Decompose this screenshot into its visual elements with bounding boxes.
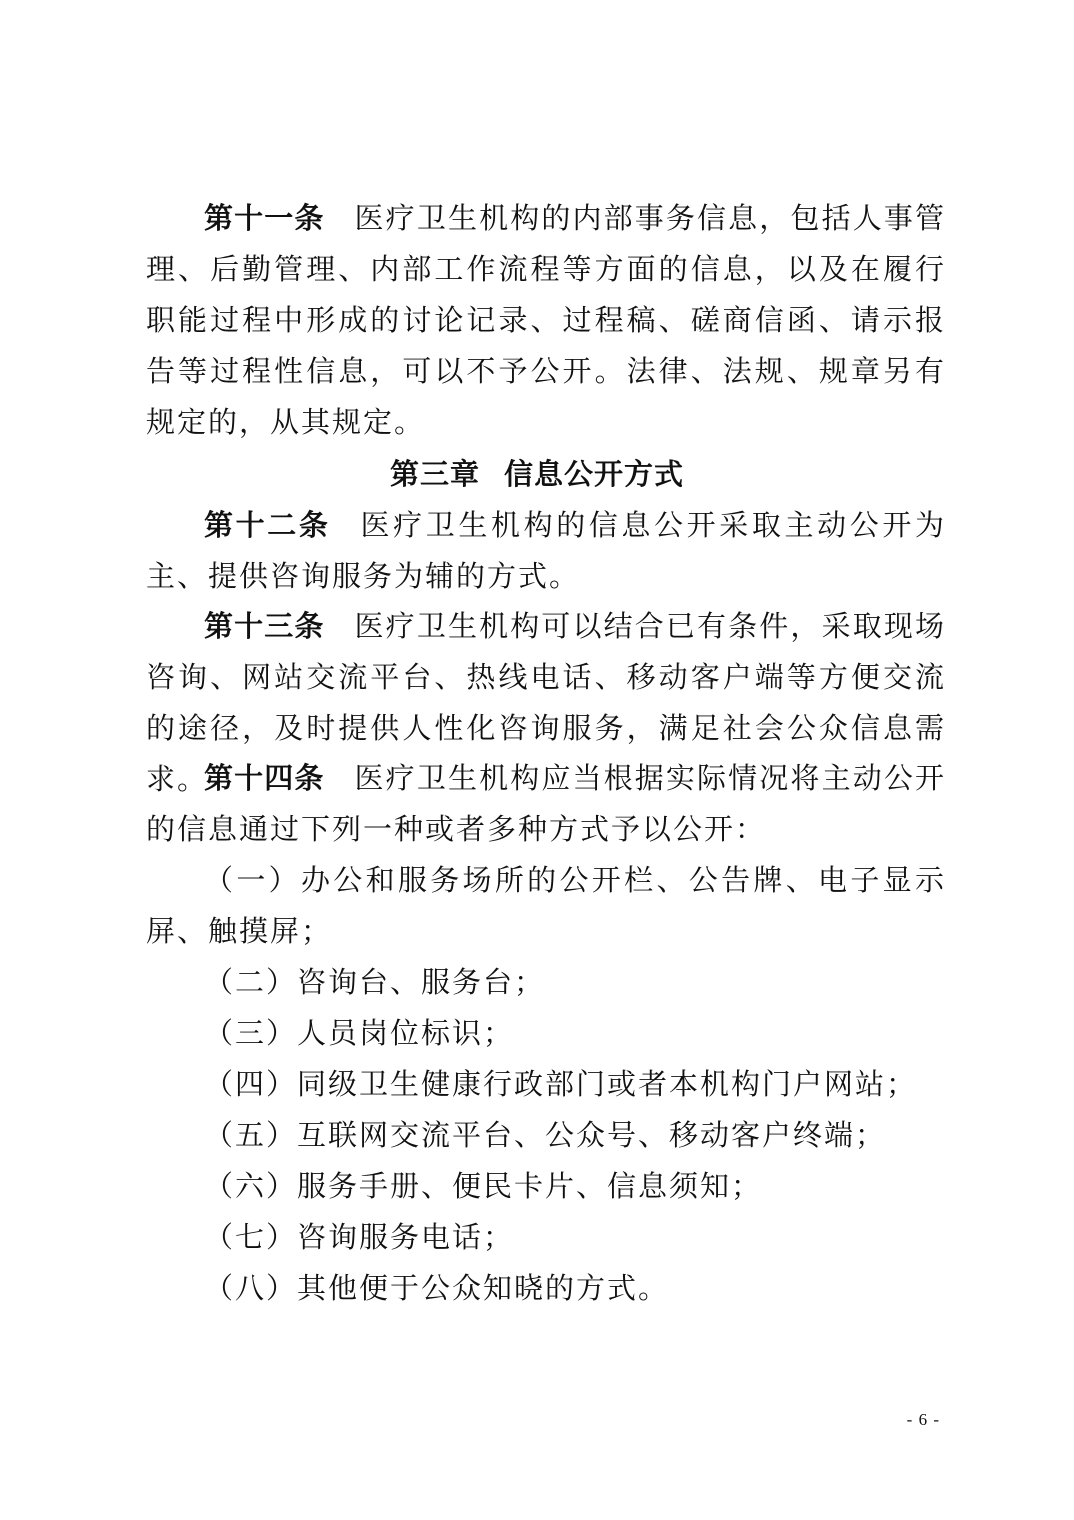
list-item: （四）同级卫生健康行政部门或者本机构门户网站； [204, 1067, 918, 1101]
article-13-label: 第十三条 [204, 609, 325, 643]
article-14-label: 第十四条 [204, 761, 325, 795]
article-11-label: 第十一条 [204, 201, 325, 235]
article-11-text: 医疗卫生机构的内部事务信息，包括人事管理、后勤管理、内部工作流程等方面的信息，以及在履行职能过程中形成的讨论记录、过程稿、磋商信函、请示报告等过程性信息，可以不予公开。法律、法规、规章另有规定的，从其规定。 [146, 201, 946, 439]
article-12-text: 医疗卫生机构的信息公开采取主动公开为主、提供咨询服务为辅的方式。 [146, 508, 946, 593]
list-item: （八）其他便于公众知晓的方式。 [204, 1271, 670, 1305]
article-12-label: 第十二条 [204, 508, 331, 542]
list-item: （二）咨询台、服务台； [204, 965, 546, 999]
list-item: （一）办公和服务场所的公开栏、公告牌、电子显示屏、触摸屏； [146, 863, 946, 948]
article-13-text: 医疗卫生机构可以结合已有条件，采取现场咨询、网站交流平台、热线电话、移动客户端等方便交流的途径，及时提供人性化咨询服务，满足社会公众信息需求。 [146, 609, 946, 796]
article-11-paragraph [146, 193, 946, 448]
list-item: （三）人员岗位标识； [204, 1016, 515, 1050]
list-item: （五）互联网交流平台、公众号、移动客户终端； [204, 1118, 887, 1152]
article-14-paragraph [146, 753, 946, 855]
article-12-paragraph [146, 500, 946, 602]
chapter-number: 第三章 [389, 457, 480, 491]
article-12 [146, 500, 946, 602]
article-11 [146, 193, 946, 448]
article-14-text: 医疗卫生机构应当根据实际情况将主动公开的信息通过下列一种或者多种方式予以公开： [146, 761, 946, 846]
list-item: （六）服务手册、便民卡片、信息须知； [204, 1169, 763, 1203]
list-item: （七）咨询服务电话； [204, 1220, 515, 1254]
article-14 [146, 753, 946, 1314]
chapter-heading [0, 449, 1074, 500]
chapter-title: 信息公开方式 [504, 457, 685, 491]
page-number: - 6 - [906, 1410, 940, 1429]
